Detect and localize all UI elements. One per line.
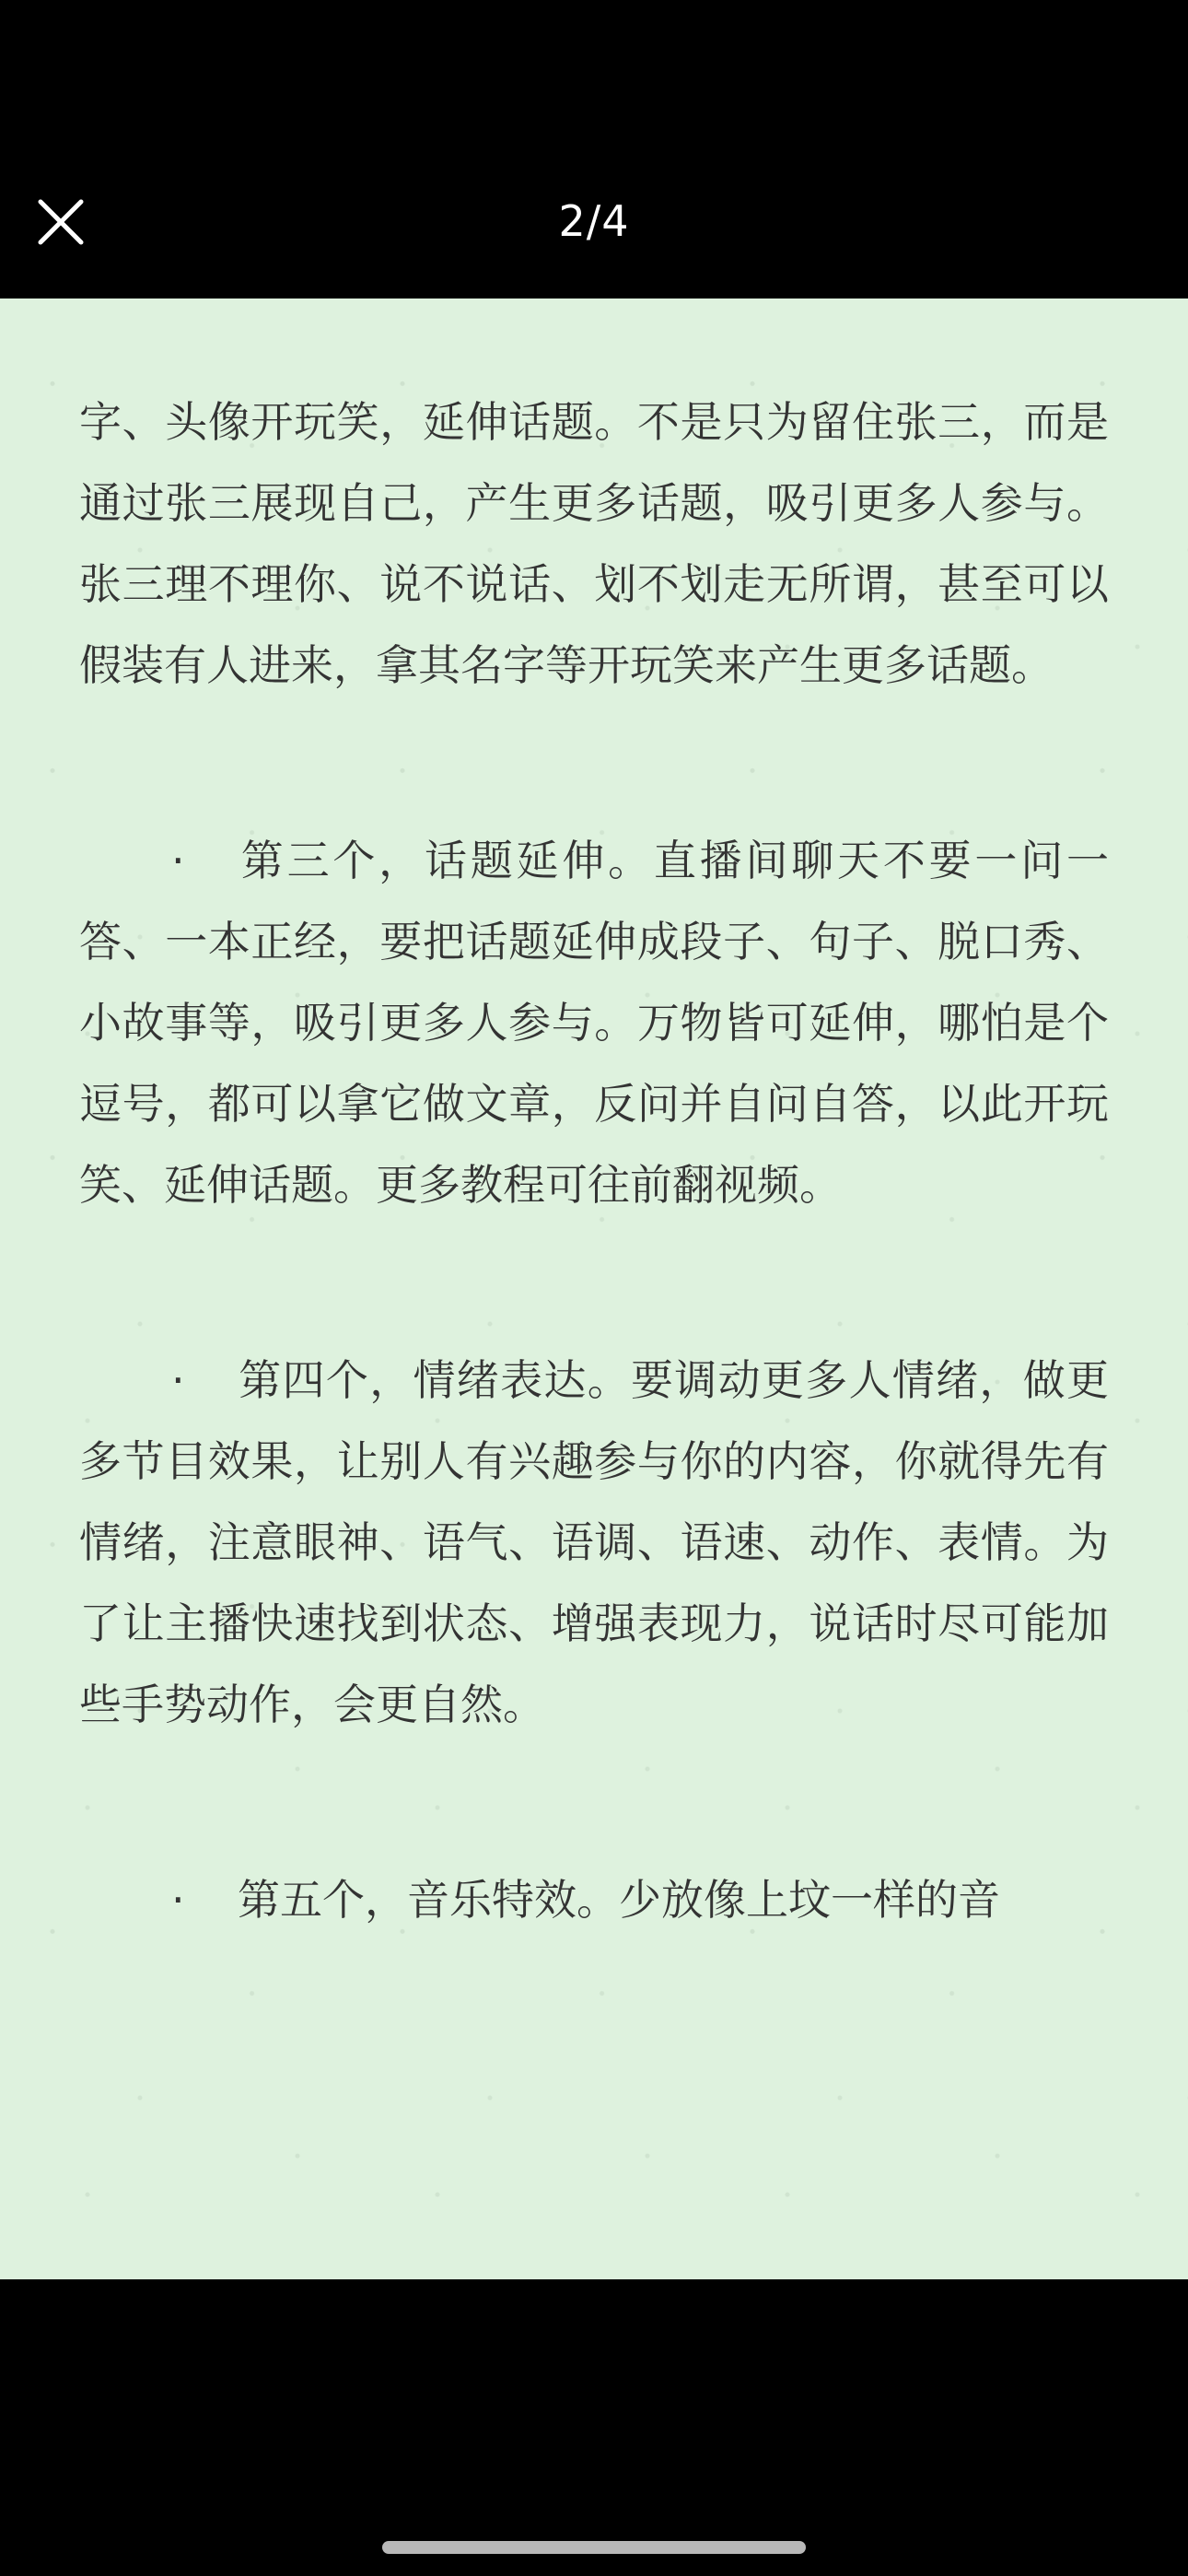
document-page[interactable] [0,299,1188,2279]
bullet-marker: · [171,836,185,885]
bullet-marker: · [171,1355,185,1405]
paragraph-text: 第四个，情绪表达。要调动更多人情绪，做更多节目效果，让别人有兴趣参与你的内容，你就得先有情绪，注意眼神、语气、语调、语速、动作、表情。为了让主播快速找到状态、增强表现力，说话时尽可能加些手势动作，会更自然。 [79,1355,1109,1729]
paragraph-text: 第五个，音乐特效。少放像上坟一样的音 [238,1875,1000,1925]
paragraph-text: 字、头像开玩笑，延伸话题。不是只为留住张三，而是通过张三展现自己，产生更多话题，吸引更多人参与。张三理不理你、说不说话、划不划走无所谓，甚至可以假装有人进来，拿其名字等开玩笑来产生更多话题。 [79,397,1109,690]
home-indicator[interactable] [382,2541,806,2554]
viewer-top-bar [0,0,1188,299]
paragraph-music-effects [79,1859,1109,1940]
paragraph-topic-extension [79,820,1109,1225]
paragraph-emotion-expression [79,1340,1109,1745]
paragraph-text: 第三个，话题延伸。直播间聊天不要一问一答、一本正经，要把话题延伸成段子、句子、脱口秀、小故事等，吸引更多人参与。万物皆可延伸，哪怕是个逗号，都可以拿它做文章，反问并自问自答，以此开玩笑、延伸话题。更多教程可往前翻视频。 [79,836,1109,1210]
paragraph-continued [79,381,1109,706]
article-body [79,381,1109,1940]
page-counter: 2/4 [558,196,630,246]
bullet-marker: · [171,1875,185,1925]
